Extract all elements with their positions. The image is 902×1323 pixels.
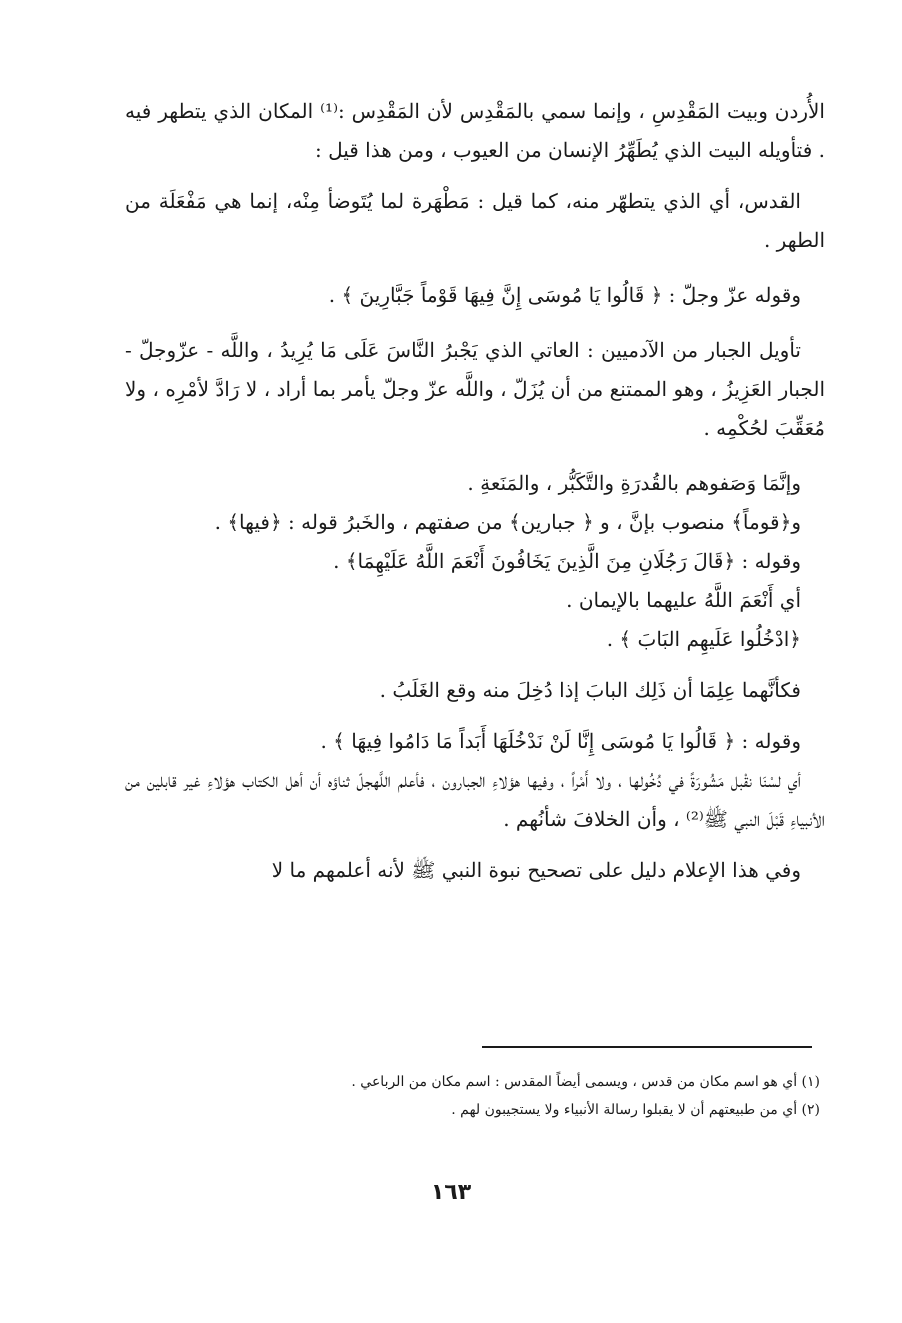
paragraph-11: وقوله : ﴿ قَالُوا يَا مُوسَى إِنَّا لَنْ نَدْخُلَهَا أَبَداً مَا دَامُوا فِيهَا ﴾ . [320,729,801,753]
paragraph-10: فكأنَّهما عِلِمَا أن ذَلِك البابَ إذا دُخِلَ منه وقع الغَلَبُ . [379,678,801,702]
paragraph-1: الأُردن وبيت المَقْدِسِ ، وإنما سمي بالمَقْدِس لأن المَقْدِس :⁽¹⁾ المكان الذي يتطهر فيه . فتأويله البيت الذي يُطَهِّرُ الإنسان من العيوب ، ومن هذا قيل : [125,99,825,162]
footnote-divider [482,1046,812,1048]
paragraph-2: القدس، أي الذي يتطهّر منه، كما قيل : مَطْهَرة لما يُتَوضأ مِنْه، إنما هي مَفْعَلَة من الطهر . [125,189,825,252]
footnotes [200,1068,820,1124]
paragraph-3: وقوله عزّ وجلّ : ﴿ قَالُوا يَا مُوسَى إِنَّ فِيهَا قَوْماً جَبَّارِينَ ﴾ . [328,283,801,307]
main-text [125,92,825,890]
paragraph-7: وقوله : ﴿قَالَ رَجُلَانِ مِنَ الَّذِينَ يَخَافُونَ أَنْعَمَ اللَّهُ عَلَيْهِمَا﴾ . [333,549,801,573]
footnote-2: (٢) أي من طبيعتهم أن لا يقبلوا رسالة الأنبياء ولا يستجيبون لهم . [451,1102,820,1118]
footnote-1: (١) أي هو اسم مكان من قدس ، ويسمى أيضاً المقدس : اسم مكان من الرباعي . [351,1074,820,1090]
paragraph-9: ﴿ادْخُلُوا عَلَيهِم البَابَ ﴾ . [606,627,801,651]
paragraph-6: و﴿قوماً﴾ منصوب بإنَّ ، و ﴿ جبارين﴾ من صفتهم ، والخَبرُ قوله : ﴿فيها﴾ . [214,510,801,534]
paragraph-12: أي لسْنَا نقْبل مَشُورَةً في دُخُولها ، ولا أَمْراً ، وفيها هؤلاءِ الجبارون ، فأعلم اللَّهجلّ ثناؤه أن أهل الكتاب هؤلاءِ غير قابلين من الأنبياءِ قَبْلَ النبي ﷺ⁽²⁾ ، وأن الخلافَ شأنُهم . [125,768,825,831]
page-number: ١٦٣ [430,1180,472,1205]
paragraph-4: تأويل الجبار من الآدميين : العاتي الذي يَجْبرُ النَّاسَ عَلَى مَا يُرِيدُ ، واللَّه - عزّوجلّ - الجبار العَزِيزُ ، وهو الممتنع من أن يُزَلّ ، واللَّه عزّ وجلّ يأمر بما أراد ، لا رَادَّ لأمْرِه ، ولا مُعَقِّبَ لحُكْمِه . [125,338,825,440]
paragraph-5: وإنَّمَا وَصَفوهم بالقُدرَةِ والتَّكَبُّر ، والمَنَعةِ . [467,471,801,495]
paragraph-13: وفي هذا الإعلام دليل على تصحيح نبوة النبي ﷺ لأنه أعلمهم ما لا [271,858,801,882]
paragraph-8: أي أَنْعَمَ اللَّهُ عليهما بالإيمان . [566,588,801,612]
